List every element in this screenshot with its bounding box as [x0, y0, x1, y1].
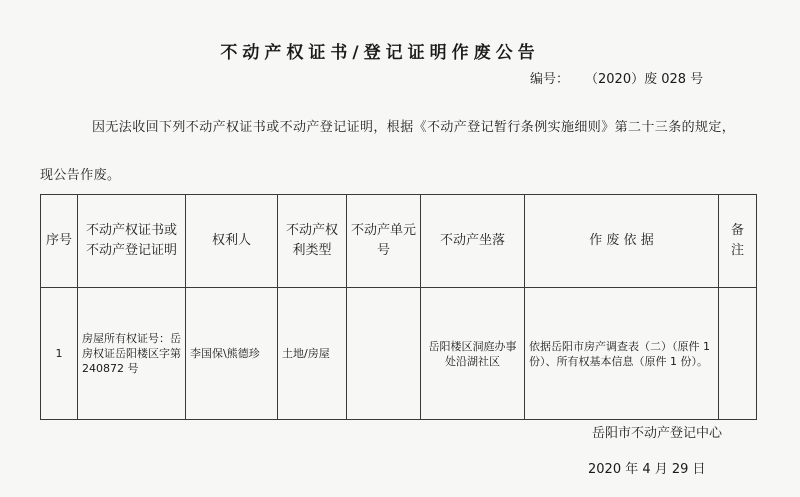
cell-seq: 1 [41, 288, 78, 420]
page-title: 不动产权证书/登记证明作废公告 [220, 43, 540, 63]
document-number-label: 编号： [530, 72, 570, 87]
cell-basis: 依据岳阳市房产调查表（二）（原件 1 份）、所有权基本信息（原件 1 份）。 [525, 288, 719, 420]
issuing-organization: 岳阳市不动产登记中心 [592, 426, 723, 441]
issue-date: 2020 年 4 月 29 日 [588, 462, 706, 477]
header-location: 不动产坐落 [421, 195, 525, 288]
cell-right-type: 土地/房屋 [278, 288, 347, 420]
header-unit-no: 不动产单元号 [347, 195, 421, 288]
document-number-value: （2020）废 028 号 [585, 72, 704, 87]
header-seq: 序号 [41, 195, 78, 288]
cell-unit-no [347, 288, 421, 420]
header-holder: 权利人 [186, 195, 278, 288]
header-remark: 备 注 [719, 195, 757, 288]
cell-location: 岳阳楼区洞庭办事处沿湖社区 [421, 288, 525, 420]
intro-text: 因无法收回下列不动产权证书或不动产登记证明，根据《不动产登记暂行条例实施细则》第二十三条的规定，现公告作废。 [40, 120, 736, 183]
intro-paragraph [40, 104, 745, 200]
void-certificate-table [40, 194, 757, 420]
cell-remark [719, 288, 757, 420]
cell-cert: 房屋所有权证号：岳房权证岳阳楼区字第 240872 号 [78, 288, 186, 420]
header-basis: 作 废 依 据 [525, 195, 719, 288]
table-row [41, 288, 757, 420]
header-cert: 不动产权证书或不动产登记证明 [78, 195, 186, 288]
cell-holder: 李国保\熊德珍 [186, 288, 278, 420]
table-header-row [41, 195, 757, 288]
header-right-type: 不动产权利类型 [278, 195, 347, 288]
document-number [530, 68, 703, 87]
